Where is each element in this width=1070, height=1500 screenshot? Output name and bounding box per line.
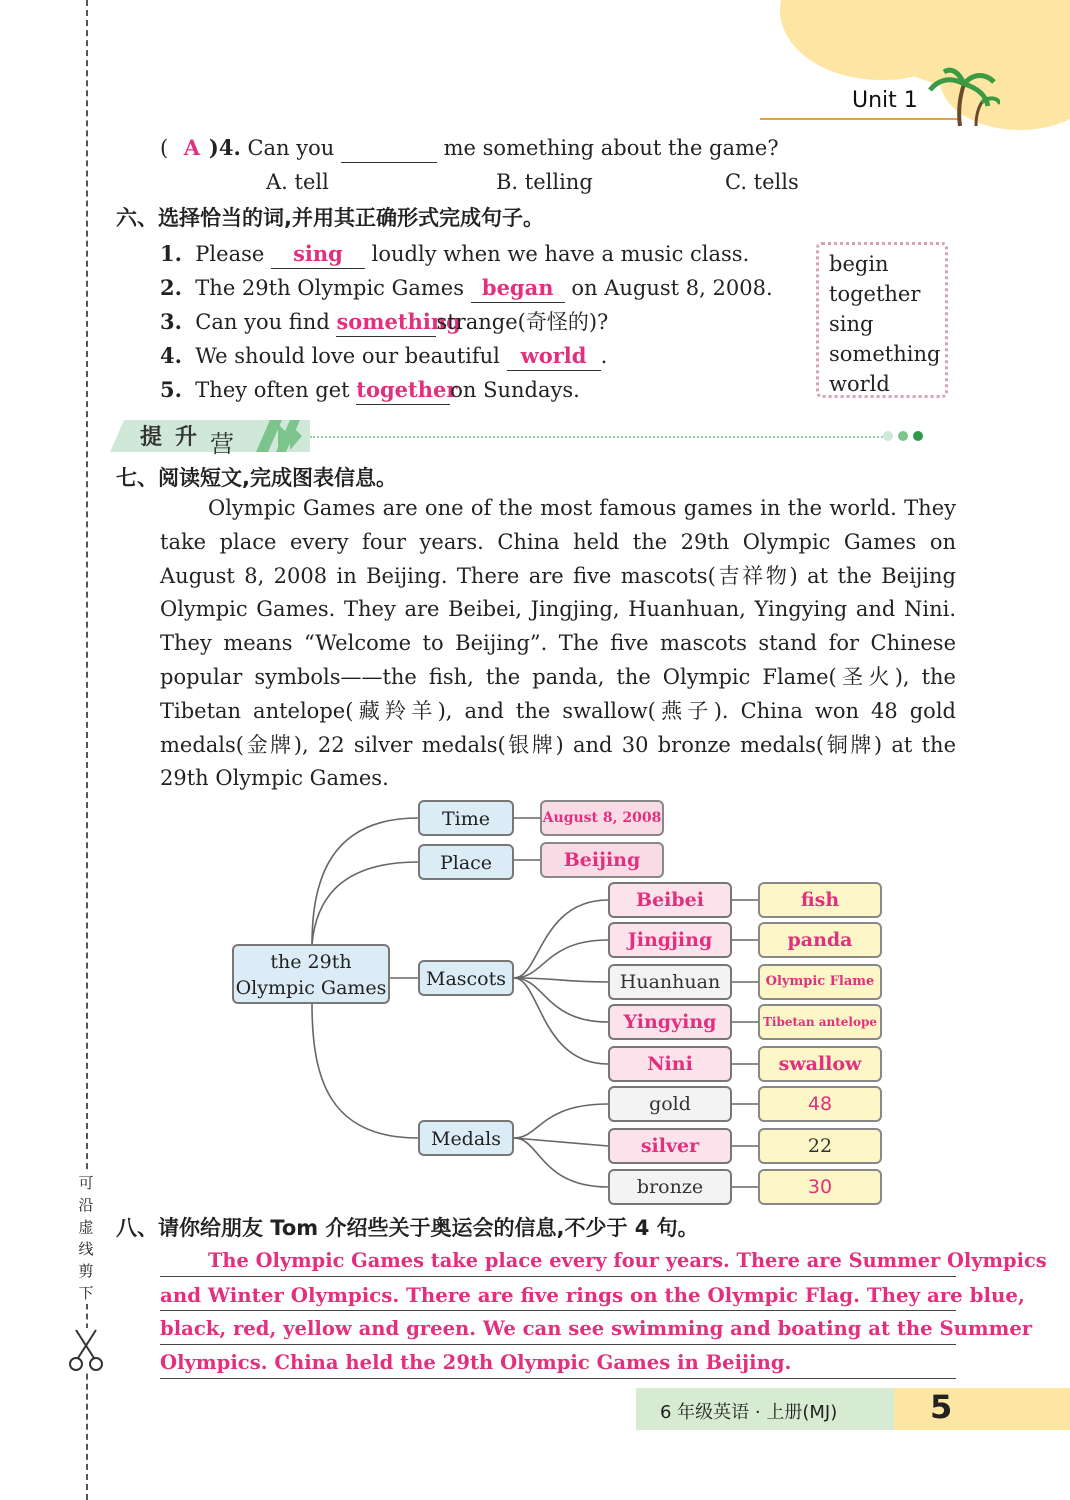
essay-line: and Winter Olympics. There are five rings on the Olympic Flag. They are blue, xyxy=(160,1280,956,1311)
cut-instruction: 可沿虚线剪下 xyxy=(72,1172,100,1304)
medal-count-box: 30 xyxy=(758,1169,882,1205)
place-answer: Beijing xyxy=(540,842,664,878)
mascots-node: Mascots xyxy=(418,960,514,996)
page-number-bg xyxy=(894,1388,1070,1430)
mascot-box: Beibei xyxy=(608,882,732,918)
medal-count-box: 48 xyxy=(758,1086,882,1122)
s6-item-5: 5. They often get togetheron Sundays. xyxy=(160,376,580,405)
s6-answer-4: world xyxy=(507,342,601,371)
mascot-box: Yingying xyxy=(608,1004,732,1040)
page-number: 5 xyxy=(930,1388,953,1426)
q4-option-b: B. telling xyxy=(496,170,593,194)
medal-count-box: 22 xyxy=(758,1128,882,1164)
s6-item-1: 1. Please sing loudly when we have a music class. xyxy=(160,240,749,269)
s6-answer-2: began xyxy=(471,274,565,303)
mascot-box: Jingjing xyxy=(608,922,732,958)
time-answer: August 8, 2008 xyxy=(540,800,664,836)
symbol-box: swallow xyxy=(758,1046,882,1082)
question-4: ( A )4. Can you me something about the game? xyxy=(160,134,779,163)
q4-option-c: C. tells xyxy=(725,170,799,194)
s6-item-4: 4. We should love our beautiful world . xyxy=(160,342,607,371)
root-node: the 29th Olympic Games xyxy=(232,944,390,1004)
mascot-box: Huanhuan xyxy=(608,964,732,1000)
medal-type-box: silver xyxy=(608,1128,732,1164)
section-8-title: 八、请你给朋友 Tom 介绍些关于奥运会的信息,不少于 4 句。 xyxy=(116,1216,699,1240)
medal-type-box: bronze xyxy=(608,1169,732,1205)
book-title: 6 年级英语 · 上册(MJ) xyxy=(660,1402,838,1423)
s6-answer-5: together xyxy=(356,376,450,405)
medals-node: Medals xyxy=(418,1120,514,1156)
reading-passage: Olympic Games are one of the most famous games in the world. They take place every four years. China held the 29th Olympic Games on August 8, 2008 in Beijing. There are five mascots(吉祥物) at the Beijing Olympic Games. They are Beibei, Jingjing, Huanhuan, Yingying and Nini. They means “Welcome to Beijing”. The five mascots stand for Chinese popular symbols——the fish, the panda, the Olympic Flame(圣火), the Tibetan antelope(藏羚羊), and the swallow(燕子). China won 48 gold medals(金牌), 22 silver medals(银牌) and 30 bronze medals(铜牌) at the 29th Olympic Games. xyxy=(160,496,956,791)
s6-answer-3: something xyxy=(336,308,436,337)
section-6-title: 六、选择恰当的词,并用其正确形式完成句子。 xyxy=(116,206,544,230)
essay-line: The Olympic Games take place every four years. There are Summer Olympics xyxy=(160,1246,956,1277)
unit-title: Unit 1 xyxy=(852,88,918,113)
time-node: Time xyxy=(418,800,514,836)
medal-type-box: gold xyxy=(608,1086,732,1122)
s6-answer-1: sing xyxy=(271,240,365,269)
place-node: Place xyxy=(418,844,514,880)
section-7-title: 七、阅读短文,完成图表信息。 xyxy=(116,466,397,490)
word-box: begin together sing something world xyxy=(816,242,948,398)
mascot-box: Nini xyxy=(608,1046,732,1082)
symbol-box: panda xyxy=(758,922,882,958)
q4-answer: A xyxy=(183,135,201,160)
symbol-box: Tibetan antelope xyxy=(758,1004,882,1040)
symbol-box: Olympic Flame xyxy=(758,964,882,1000)
q4-option-a: A. tell xyxy=(266,170,329,194)
s6-item-2: 2. The 29th Olympic Games began on August 8, 2008. xyxy=(160,274,773,303)
essay-line: black, red, yellow and green. We can see swimming and boating at the Summer xyxy=(160,1314,956,1345)
symbol-box: fish xyxy=(758,882,882,918)
essay-line: Olympics. China held the 29th Olympic Games in Beijing. xyxy=(160,1348,956,1379)
s6-item-3: 3. Can you find somethingstrange(奇怪的)? xyxy=(160,308,608,337)
